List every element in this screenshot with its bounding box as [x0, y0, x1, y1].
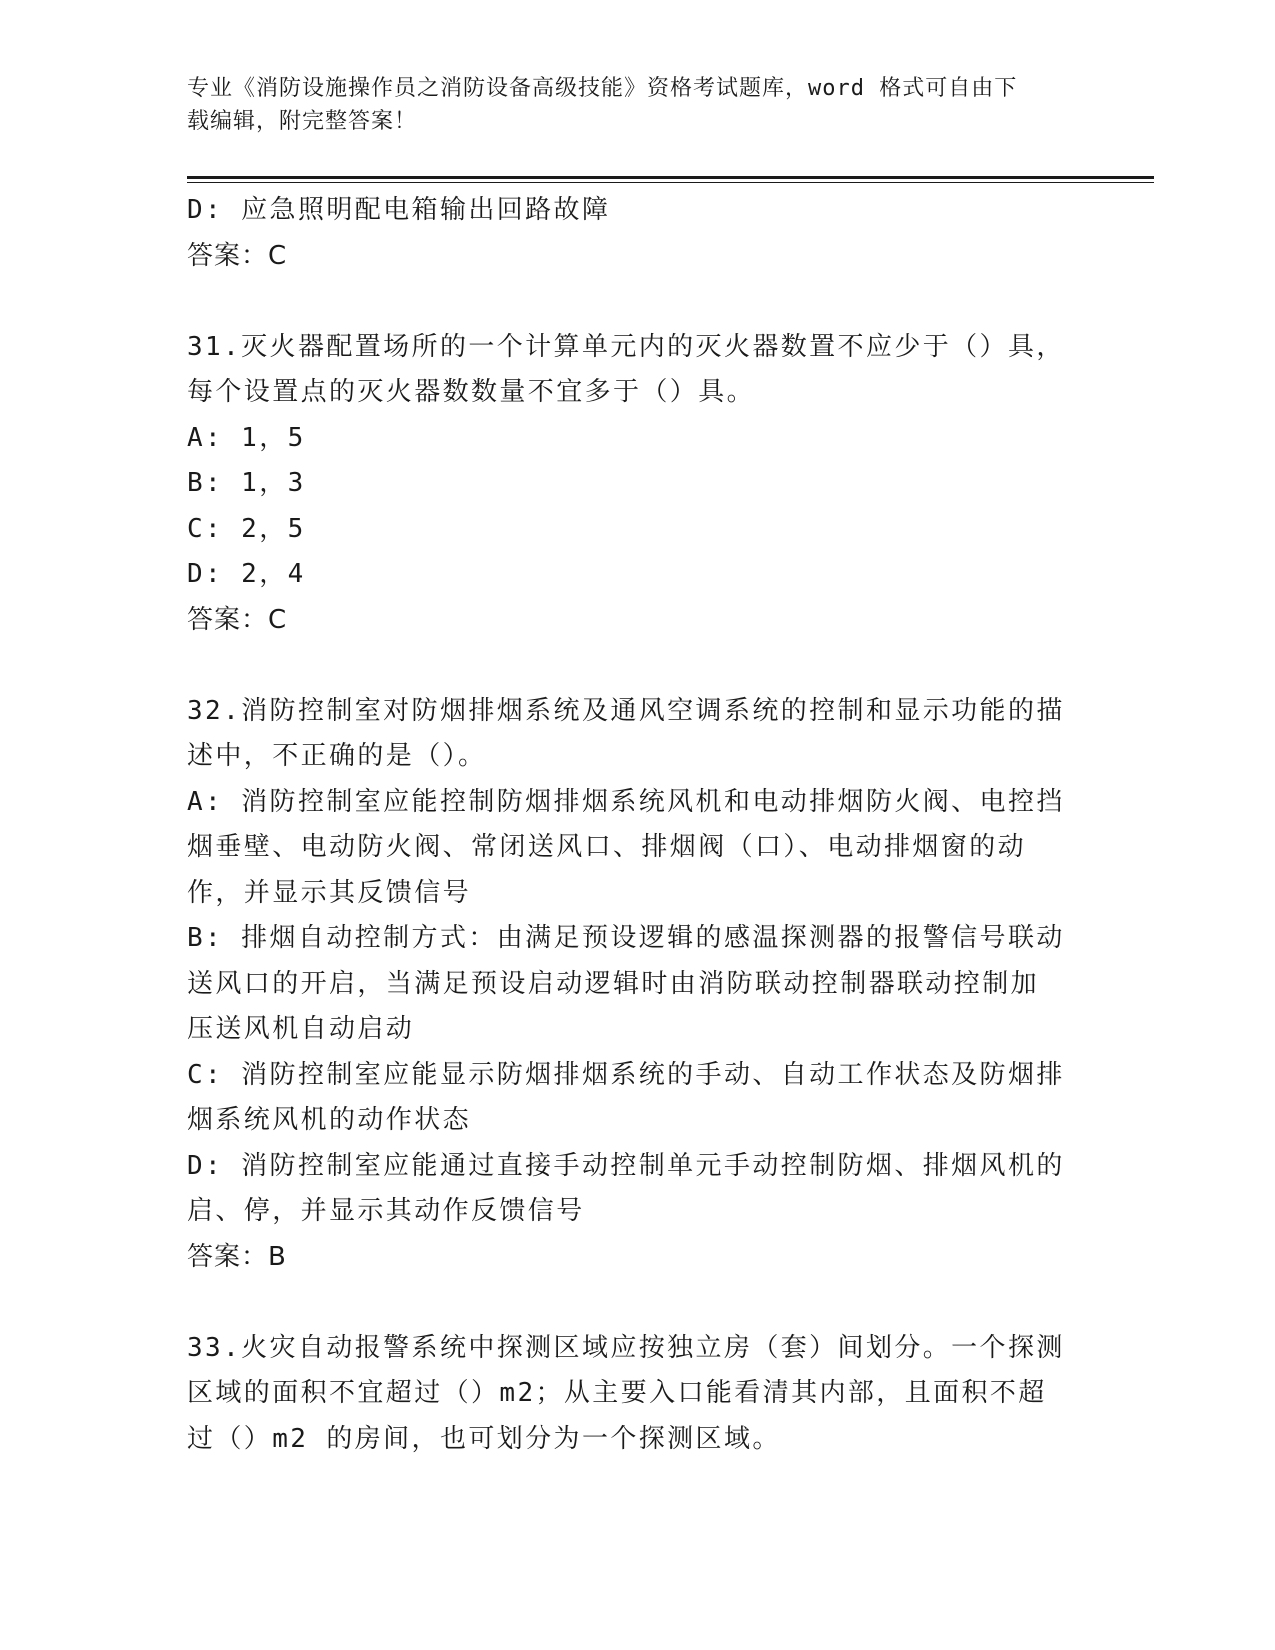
question-32 [187, 689, 1087, 1281]
option-b: B: 排烟自动控制方式：由满足预设逻辑的感温探测器的报警信号联动 [187, 923, 1065, 953]
option-b-continued: 送风口的开启，当满足预设启动逻辑时由消防联动控制器联动控制加 [187, 968, 1040, 999]
option-d: D: 应急照明配电箱输出回路故障 [187, 195, 611, 225]
option-a-continued: 烟垂壁、电动防火阀、常闭送风口、排烟阀（口）、电动排烟窗的动 [187, 832, 1027, 862]
question-stem-line: 过（）m2 的房间，也可划分为一个探测区域。 [187, 1423, 781, 1454]
header-divider-thick [187, 176, 1154, 179]
document-body [187, 188, 1087, 1462]
option-a: A: 1，5 [187, 422, 306, 453]
question-33 [187, 1326, 1087, 1463]
document-header [187, 72, 1067, 138]
option-a: A: 消防控制室应能控制防烟排烟系统风机和电动排烟防火阀、电控挡 [187, 786, 1065, 817]
option-d: D: 消防控制室应能通过直接手动控制单元手动控制防烟、排烟风机的 [187, 1150, 1065, 1181]
question-stem-line: 31.灭火器配置场所的一个计算单元内的灭火器数置不应少于（）具， [187, 331, 1065, 362]
answer-line: 答案：C [187, 240, 288, 271]
option-d: D: 2，4 [187, 559, 306, 589]
option-c: C: 2，5 [187, 513, 306, 544]
answer-line: 答案：B [187, 1241, 287, 1272]
option-d-continued: 启、停，并显示其动作反馈信号 [187, 1196, 585, 1226]
previous-question-tail [187, 188, 1087, 279]
header-divider-thin [187, 182, 1154, 183]
option-c: C: 消防控制室应能显示防烟排烟系统的手动、自动工作状态及防烟排 [187, 1059, 1065, 1090]
option-b: B: 1，3 [187, 468, 306, 498]
option-a-continued: 作，并显示其反馈信号 [187, 877, 472, 908]
header-line-2: 载编辑，附完整答案！ [187, 109, 418, 134]
spacer [187, 1280, 1087, 1326]
spacer [187, 279, 1087, 325]
option-c-continued: 烟系统风机的动作状态 [187, 1105, 472, 1135]
spacer [187, 643, 1087, 689]
question-31 [187, 325, 1087, 644]
question-stem-line: 述中，不正确的是（）。 [187, 741, 487, 771]
option-b-continued: 压送风机自动启动 [187, 1014, 415, 1044]
header-line-1: 专业《消防设施操作员之消防设备高级技能》资格考试题库，word 格式可自由下 [187, 76, 1018, 101]
question-stem-line: 每个设置点的灭火器数数量不宜多于（）具。 [187, 377, 756, 407]
answer-line: 答案：C [187, 604, 288, 635]
question-stem-line: 32.消防控制室对防烟排烟系统及通风空调系统的控制和显示功能的描 [187, 695, 1065, 726]
question-stem-line: 33.火灾自动报警系统中探测区域应按独立房（套）间划分。一个探测 [187, 1332, 1065, 1363]
question-stem-line: 区域的面积不宜超过（）m2；从主要入口能看清其内部，且面积不超 [187, 1378, 1047, 1408]
